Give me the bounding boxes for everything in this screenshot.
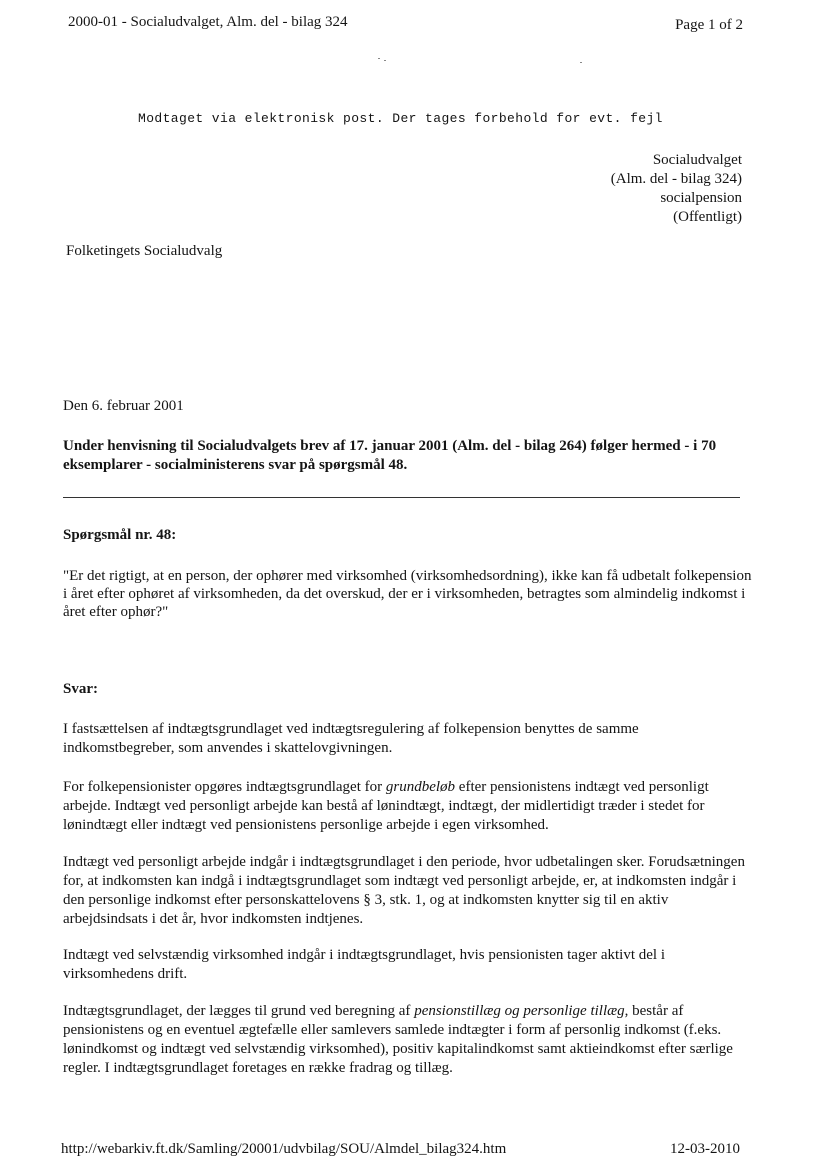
stamp-line-status: (Offentligt) xyxy=(673,209,742,225)
answer-paragraph-3: Indtægt ved personligt arbejde indgår i indtægtsgrundlaget i den periode, hvor udbetalingen sker. Forudsætningen for, at indkomsten kan indgå i indtægtsgrundlaget som indtægt ved personligt arbejde, er, at indkomsten indgår i den personlige indkomst efter personskattelovens § 3, stk. 1, og at indkomsten knytter sig til en aktiv arbejdsindsats i det år, hvor indkomsten indtjenes. xyxy=(63,854,745,927)
stamp-line-subject: socialpension xyxy=(660,190,742,206)
committee-stamp xyxy=(611,151,742,227)
letter-date: Den 6. februar 2001 xyxy=(63,398,184,414)
scan-speck xyxy=(580,62,582,63)
emphasis-pensionstillaeg: pensionstillæg og personlige tillæg xyxy=(414,1003,625,1019)
recipient: Folketingets Socialudvalg xyxy=(66,243,223,259)
scan-speck xyxy=(378,58,380,59)
footer-url: http://webarkiv.ft.dk/Samling/20001/udvbilag/SOU/Almdel_bilag324.htm xyxy=(61,1141,507,1157)
page-indicator: Page 1 of 2 xyxy=(675,17,743,33)
question-heading: Spørgsmål nr. 48: xyxy=(63,527,177,543)
question-text: "Er det rigtigt, at en person, der ophører med virksomhed (virksomhedsordning), ikke kan få udbetalt folkepension i året efter ophøret af virksomheden, da det overskud, der er i virksomheden, betragtes som almindelig indkomst i året efter ophør?" xyxy=(63,568,752,620)
answer-paragraph-5 xyxy=(63,1002,748,1078)
answer-heading: Svar: xyxy=(63,681,98,697)
divider xyxy=(63,497,740,498)
answer-paragraph-1: I fastsættelsen af indtægtsgrundlaget ved indtægtsregulering af folkepension benyttes de samme indkomstbegreber, som anvendes i skattelovgivningen. xyxy=(63,721,639,756)
answer-paragraph-5-start: Indtægtsgrundlaget, der lægges til grund ved beregning af xyxy=(63,1003,415,1019)
scan-speck xyxy=(384,60,386,61)
stamp-line-committee: Socialudvalget xyxy=(652,152,742,168)
answer-paragraph-2-start: For folkepensionister opgøres indtægtsgrundlaget for xyxy=(63,779,386,795)
emphasis-grundbeloeb: grundbeløb xyxy=(385,779,456,795)
intro-paragraph: Under henvisning til Socialudvalgets brev af 17. januar 2001 (Alm. del - bilag 264) følger hermed - i 70 eksemplarer - socialministerens svar på spørgsmål 48. xyxy=(63,438,717,473)
stamp-line-reference: (Alm. del - bilag 324) xyxy=(610,171,742,187)
footer-date: 12-03-2010 xyxy=(670,1141,740,1157)
answer-paragraph-2-end: efter pensionistens indtægt ved personligt arbejde. Indtægt ved personligt arbejde kan bestå af lønindtægt, indtægt, der midlertidigt træder i stedet for lønindtægt eller indtægt ved pensionistens personlige arbejde i egen virksomhed. xyxy=(63,779,709,833)
answer-paragraph-4: Indtægt ved selvstændig virksomhed indgår i indtægtsgrundlaget, hvis pensionisten tager aktivt del i virksomhedens drift. xyxy=(63,947,666,982)
answer-paragraph-2 xyxy=(63,778,748,835)
answer-paragraph-5-end: , består af pensionistens og en eventuel ægtefælle eller samlevers samlede indtægter i form af personlig indkomst (f.eks. lønindkomst og indtægt ved selvstændig virksomhed), positiv kapitalindkomst samt aktieindkomst efter særlige regler. I indtægtsgrundlaget foretages en række fradrag og tillæg. xyxy=(63,1003,733,1076)
document-reference: 2000-01 - Socialudvalget, Alm. del - bilag 324 xyxy=(68,14,348,30)
received-notice: Modtaget via elektronisk post. Der tages forbehold for evt. fejl xyxy=(138,111,663,126)
